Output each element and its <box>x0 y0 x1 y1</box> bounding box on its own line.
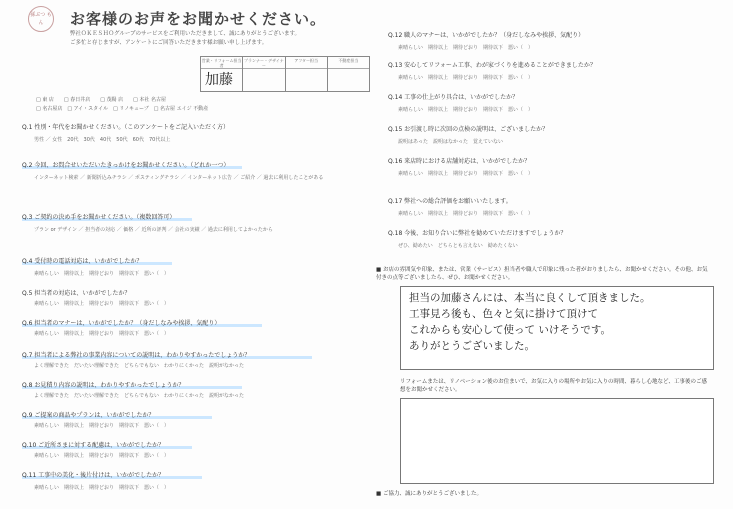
answer-13: 素晴らしい 期待以上 期待どおり 期待以下 悪い（ ） <box>398 75 534 81</box>
answer-5: 素晴らしい 期待以上 期待どおり 期待以下 悪い（ ） <box>34 301 170 307</box>
question-18: Q.18 今後、お知り合いに弊社を勧めていただけますでしょうか？ <box>388 230 567 237</box>
intro-line-1: 弊社ＯＫＥＳＨＯグループのサービスをご利用いただきまして、誠にありがとうございます。 <box>70 31 301 37</box>
staff-cell-sales <box>201 57 243 91</box>
question-9: Q.9 ご提案の商品やプランは、いかがでしたか？ <box>22 412 155 419</box>
answer-10: 素晴らしい 期待以上 期待どおり 期待以下 悪い（ ） <box>34 453 170 459</box>
answer-12: 素晴らしい 期待以上 期待どおり 期待以下 悪い（ ） <box>398 45 534 51</box>
answer-17: 素晴らしい 期待以上 期待どおり 期待以下 悪い（ ） <box>398 211 534 217</box>
thank-you-footer: ■ ご協力、誠にありがとうございました。 <box>376 491 482 497</box>
intro-text <box>70 30 370 48</box>
question-5: Q.5 担当者の対応は、いかがでしたか？ <box>22 290 131 297</box>
question-6: Q.6 担当者のマナーは、いかがでしたか？（身だしなみや挨拶、気配り） <box>22 320 221 327</box>
staff-label: アフター担当 <box>286 57 327 69</box>
answer-7: よく理解できた だいたい理解できた どちらでもない わかりにくかった 説明がなかった <box>34 363 244 369</box>
store-line-2: □ 名古屋店 □ アイ・スタイル □ リノキューブ □ 名古屋 エイジ 不動産 <box>36 106 209 112</box>
survey-title: お客様のお声をお聞かせください。 <box>70 10 327 28</box>
staff-label: 不動産担当 <box>328 57 369 69</box>
handwritten-line-1: 担当の加藤さんには、本当に良くして頂きました。 <box>409 292 651 304</box>
question-8: Q.8 お見積り内容の説明は、わかりやすかったでしょうか？ <box>22 382 185 389</box>
staff-label: 営業・リフォーム担当者 <box>201 58 242 68</box>
question-15: Q.15 お引渡し時に次回の点検の説明は、ございましたか？ <box>388 126 549 133</box>
answer-4: 素晴らしい 期待以上 期待どおり 期待以下 悪い（ ） <box>34 271 170 277</box>
handwritten-signature: 加藤 <box>205 72 233 88</box>
staff-cell-planner <box>243 57 285 91</box>
question-3: Q.3 ご契約の決め手をお聞かせください。（複数回答可） <box>22 214 176 221</box>
answer-11: 素晴らしい 期待以上 期待どおり 期待以下 悪い（ ） <box>34 485 170 491</box>
question-16: Q.16 来店時における店舗対応は、いかがでしたか？ <box>388 158 531 165</box>
stamp-seal: 孫ぶつ もん <box>28 6 54 32</box>
answer-1: 男性 ／ 女性 20代 30代 40代 50代 60代 70代以上 <box>34 137 171 143</box>
answer-8: よく理解できた だいたい理解できた どちらでもない わかりにくかった 説明がなかった <box>34 393 244 399</box>
answer-16: 素晴らしい 期待以上 期待どおり 期待以下 悪い（ ） <box>398 171 534 177</box>
staff-cell-realestate <box>328 57 369 91</box>
answer-2: インターネット検索 ／ 新聞折込みチラシ ／ ポスティングチラシ ／ インターネット広告 ／ ご紹介 ／ 過去に利用したことがある <box>34 175 324 181</box>
comment-box-1 <box>400 286 714 370</box>
store-line-1: □ 東 店 □ 春日井店 □ 茂陽 店 □ 本社 名古屋 <box>36 97 167 103</box>
answer-9: 素晴らしい 期待以上 期待どおり 期待以下 悪い（ ） <box>34 423 170 429</box>
store-checklist <box>36 96 326 114</box>
staff-signature-box <box>200 56 370 92</box>
question-12: Q.12 職人のマナーは、いかがでしたか？（身だしなみや挨拶、気配り） <box>388 32 585 39</box>
answer-14: 素晴らしい 期待以上 期待どおり 期待以下 悪い（ ） <box>398 107 534 113</box>
handwritten-line-3: これからも安心して使って いけそうです。 <box>409 324 611 336</box>
comment-prompt-1: ■ お店の雰囲気や印象、または、営業（サービス）担当者や職人で印象に残った者がおりましたら、お聞かせください。その他、お気付きの点等ございましたら、ぜひ、お聞かせください。 <box>376 267 708 281</box>
comment-prompt-2: リフォームまたは、リノベーション後のお住まいで、お気に入りの場所やお気に入りの時間、暮らし心地など、工事後のご感想をお聞かせください。 <box>400 379 707 393</box>
question-2: Q.2 今回、お問合せいただいたきっかけをお聞かせください。（どれか一つ） <box>22 162 230 169</box>
answer-6: 素晴らしい 期待以上 期待どおり 期待以下 悪い（ ） <box>34 331 170 337</box>
question-17: Q.17 弊社への総合評価をお願いいたします。 <box>388 198 512 205</box>
handwritten-line-4: ありがとうございました。 <box>409 340 535 352</box>
question-10: Q.10 ご近所さまに対する配慮は、いかがでしたか？ <box>22 442 165 449</box>
answer-18: ぜひ、勧めたい どちらとも言えない 勧めたくない <box>398 243 518 249</box>
intro-line-2: ご多忙と存じますが、アンケートにご回答いただきます様お願い申し上げます。 <box>70 40 268 46</box>
question-4: Q.4 受付時の電話対応は、いかがでしたか？ <box>22 258 143 265</box>
comment-box-2 <box>400 398 714 484</box>
staff-label: プランナー・デザイナー <box>244 58 284 68</box>
question-13: Q.13 安心してリフォーム工事、わが家づくりを進めることができましたか？ <box>388 62 596 69</box>
answer-3: プラン or デザイン ／ 担当者の対応 ／ 価格 ／ 近所の評判 ／ 会社の実績 ／ 過去に利用してよかったから <box>34 227 273 233</box>
question-1: Q.1 性別・年代をお聞かせください。（このアンケートをご記入いただく方） <box>22 124 229 131</box>
handwritten-line-2: 工事見ろ後も、色々と気に掛けて頂けて <box>409 308 598 320</box>
question-7: Q.7 担当者による弊社の事業内容についての説明は、わかりやすかったでしょうか？ <box>22 352 251 359</box>
question-11: Q.11 工事中の美化・後片付けは、いかがでしたか？ <box>22 472 165 479</box>
staff-cell-after <box>286 57 328 91</box>
answer-15: 説明はあった 説明はなかった 覚えていない <box>398 139 503 145</box>
question-14: Q.14 工事の仕上がり具合は、いかがでしたか？ <box>388 94 519 101</box>
